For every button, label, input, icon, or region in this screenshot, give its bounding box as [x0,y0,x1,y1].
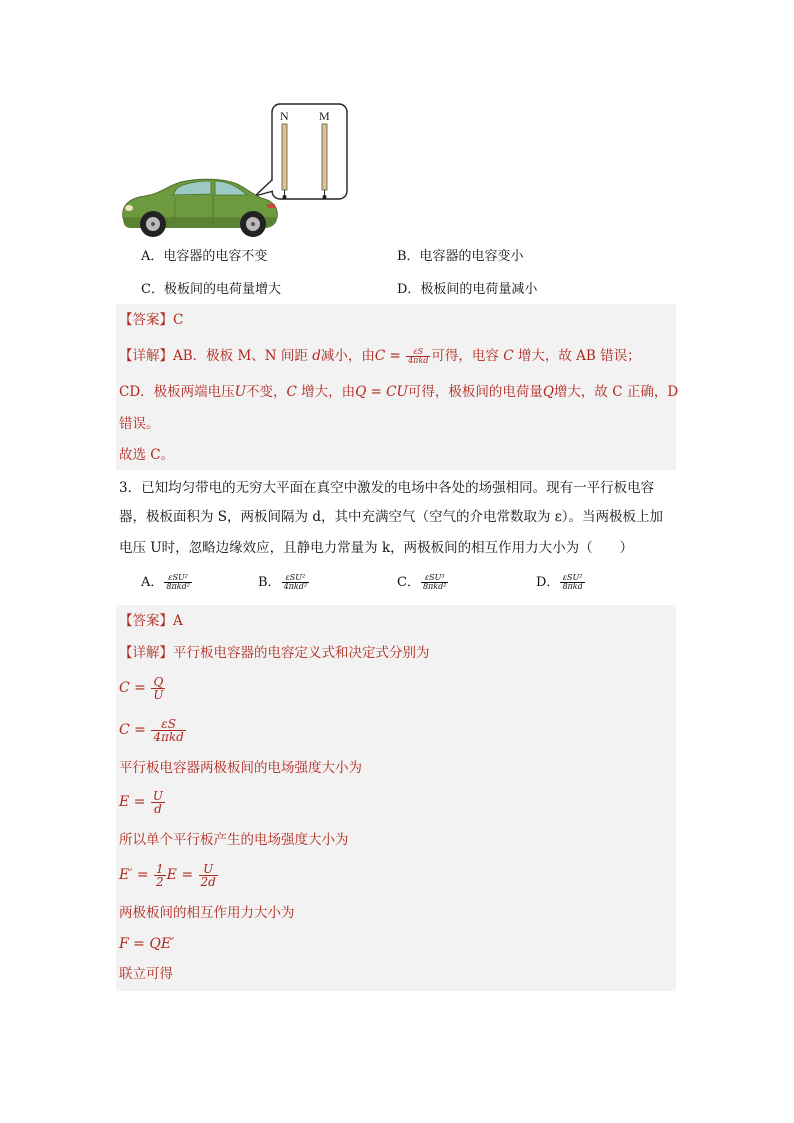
q3-eq1-lhs: C = [119,680,151,696]
q3-opt-a-label: A． [141,575,164,590]
q3-opt-a-den: 8πkd² [166,582,190,591]
q3-eq1-num: Q [153,674,164,689]
q3-opt-b-num: εSU² [285,573,306,582]
q3-opt-c-frac [421,574,449,591]
q3-opt-c-label: C． [397,575,420,590]
q3-eq2-den: 4πkd [153,729,184,744]
q2-d2-eq: Q = CU [355,384,408,400]
q3-text-combine: 联立可得 [119,966,173,982]
q3-eq4-n2: U [203,861,214,876]
q3-eq4-frac1 [154,863,166,888]
q3-eq4-d1: 2 [156,874,164,889]
q3-eq1-den: U [153,687,164,702]
q3-text-line3: 电压 U时，忽略边缘效应，且静电力常量为 k，两极板间的相互作用力大小为（ ） [119,540,634,556]
q3-eq3-frac [151,790,165,815]
q3-option-c [397,574,449,592]
q3-option-d [536,574,586,592]
q2-d2-c: C [286,384,297,400]
q3-eq1-frac [151,676,165,701]
q3-text-line1: 3．已知均匀带电的无穷大平面在真空中激发的电场中各处的场强相同。现有一平行板电容 [119,480,655,496]
q2-answer: 【答案】C [119,312,184,328]
q2-d2-q: Q [542,384,554,400]
option-b: B．电容器的电容变小 [397,249,524,264]
q3-opt-c-den: 8πkd² [422,582,447,591]
q2-d2-d: 增大，由 [296,384,356,400]
q3-opt-a-num: εSU² [168,573,189,582]
q3-detail-intro: 【详解】平行板电容器的电容定义式和决定式分别为 [119,645,430,661]
label-n: N [280,109,289,123]
q3-opt-d-den: 8πkd [562,582,583,591]
q2-detail-line1 [119,346,641,366]
q3-opt-d-num: εSU² [562,573,583,582]
q3-eq2-frac [151,718,185,743]
q3-eq4-d2: 2d [200,874,216,889]
q2-detail-line4: 故选 C。 [119,447,175,463]
label-m: M [319,109,330,123]
q3-opt-c-num: εSU³ [424,573,445,582]
q2-d2-e: 可得，极板间的电荷量 [407,384,543,400]
q3-eq4-mid: E = [166,867,198,883]
q3-opt-d-label: D． [536,575,560,590]
car-capacitor-figure [115,100,355,240]
q2-d1-f: C [503,348,514,364]
q2-d2-f: 增大，故 C 正确，D [553,384,679,400]
q3-eq3-num: U [152,788,163,803]
q3-opt-d-frac [560,574,584,591]
plate-m [322,124,327,190]
q3-eq1 [119,670,166,706]
q2-d1-c: C [374,348,386,364]
q3-eq4-n1: 1 [156,861,164,876]
q3-eq4-frac2 [199,863,218,888]
option-c: C．极板间的电荷量增大 [141,282,281,297]
q2-detail-line2 [119,382,678,402]
q3-text-field: 平行板电容器两极板间的电场强度大小为 [119,760,362,776]
q2-d1-e: 可得，电容 [431,348,504,364]
q3-eq2-num: εS [161,716,176,731]
q3-text-force: 两极板间的相互作用力大小为 [119,905,295,921]
q3-eq3-lhs: E = [119,794,150,810]
q2-d2-a: CD．极板两端电压 [119,384,235,400]
q3-opt-b-den: 4πkd² [283,582,308,591]
q3-answer: 【答案】A [119,613,183,629]
option-d: D．极板间的电荷量减小 [397,282,538,297]
q3-option-a [141,574,193,592]
q2-detail-line3: 错误。 [119,416,160,432]
q2-d1-frac [406,348,430,365]
car-illustration [115,100,355,240]
q2-d1-num: εS [413,347,424,356]
q3-opt-b-frac [282,574,310,591]
q2-d1-den: 4πkd [408,356,429,365]
q3-eq4 [119,856,219,894]
q3-text-single-plate: 所以单个平行板产生的电场强度大小为 [119,832,349,848]
q2-d1-g: 增大，故 AB 错误； [513,348,641,364]
plate-n [282,124,287,190]
option-a: A．电容器的电容不变 [141,249,268,264]
q3-eq5: F = QE′ [119,936,175,952]
q3-eq2 [119,712,187,748]
q3-eq4-lhs: E′ = [119,867,154,883]
q2-d1-b: 减小，由 [320,348,375,364]
q2-d2-b: 不变， [246,384,287,400]
q3-eq3-den: d [151,802,165,815]
q3-text-line2: 器，极板面积为 S，两板间隔为 d，其中充满空气（空气的介电常数取为 ε）。当两极板上加 [119,509,664,525]
q3-opt-a-frac [164,574,192,591]
q2-d1-eq: = [385,348,406,364]
q3-opt-b-label: B． [258,575,281,590]
q3-eq2-lhs: C = [119,722,151,738]
q2-d1-d: d [312,348,321,364]
q3-eq3 [119,784,166,820]
q2-d2-u: U [234,384,247,400]
q2-d1-a: 【详解】AB．极板 M、N 间距 [119,348,313,364]
q3-option-b [258,574,310,592]
